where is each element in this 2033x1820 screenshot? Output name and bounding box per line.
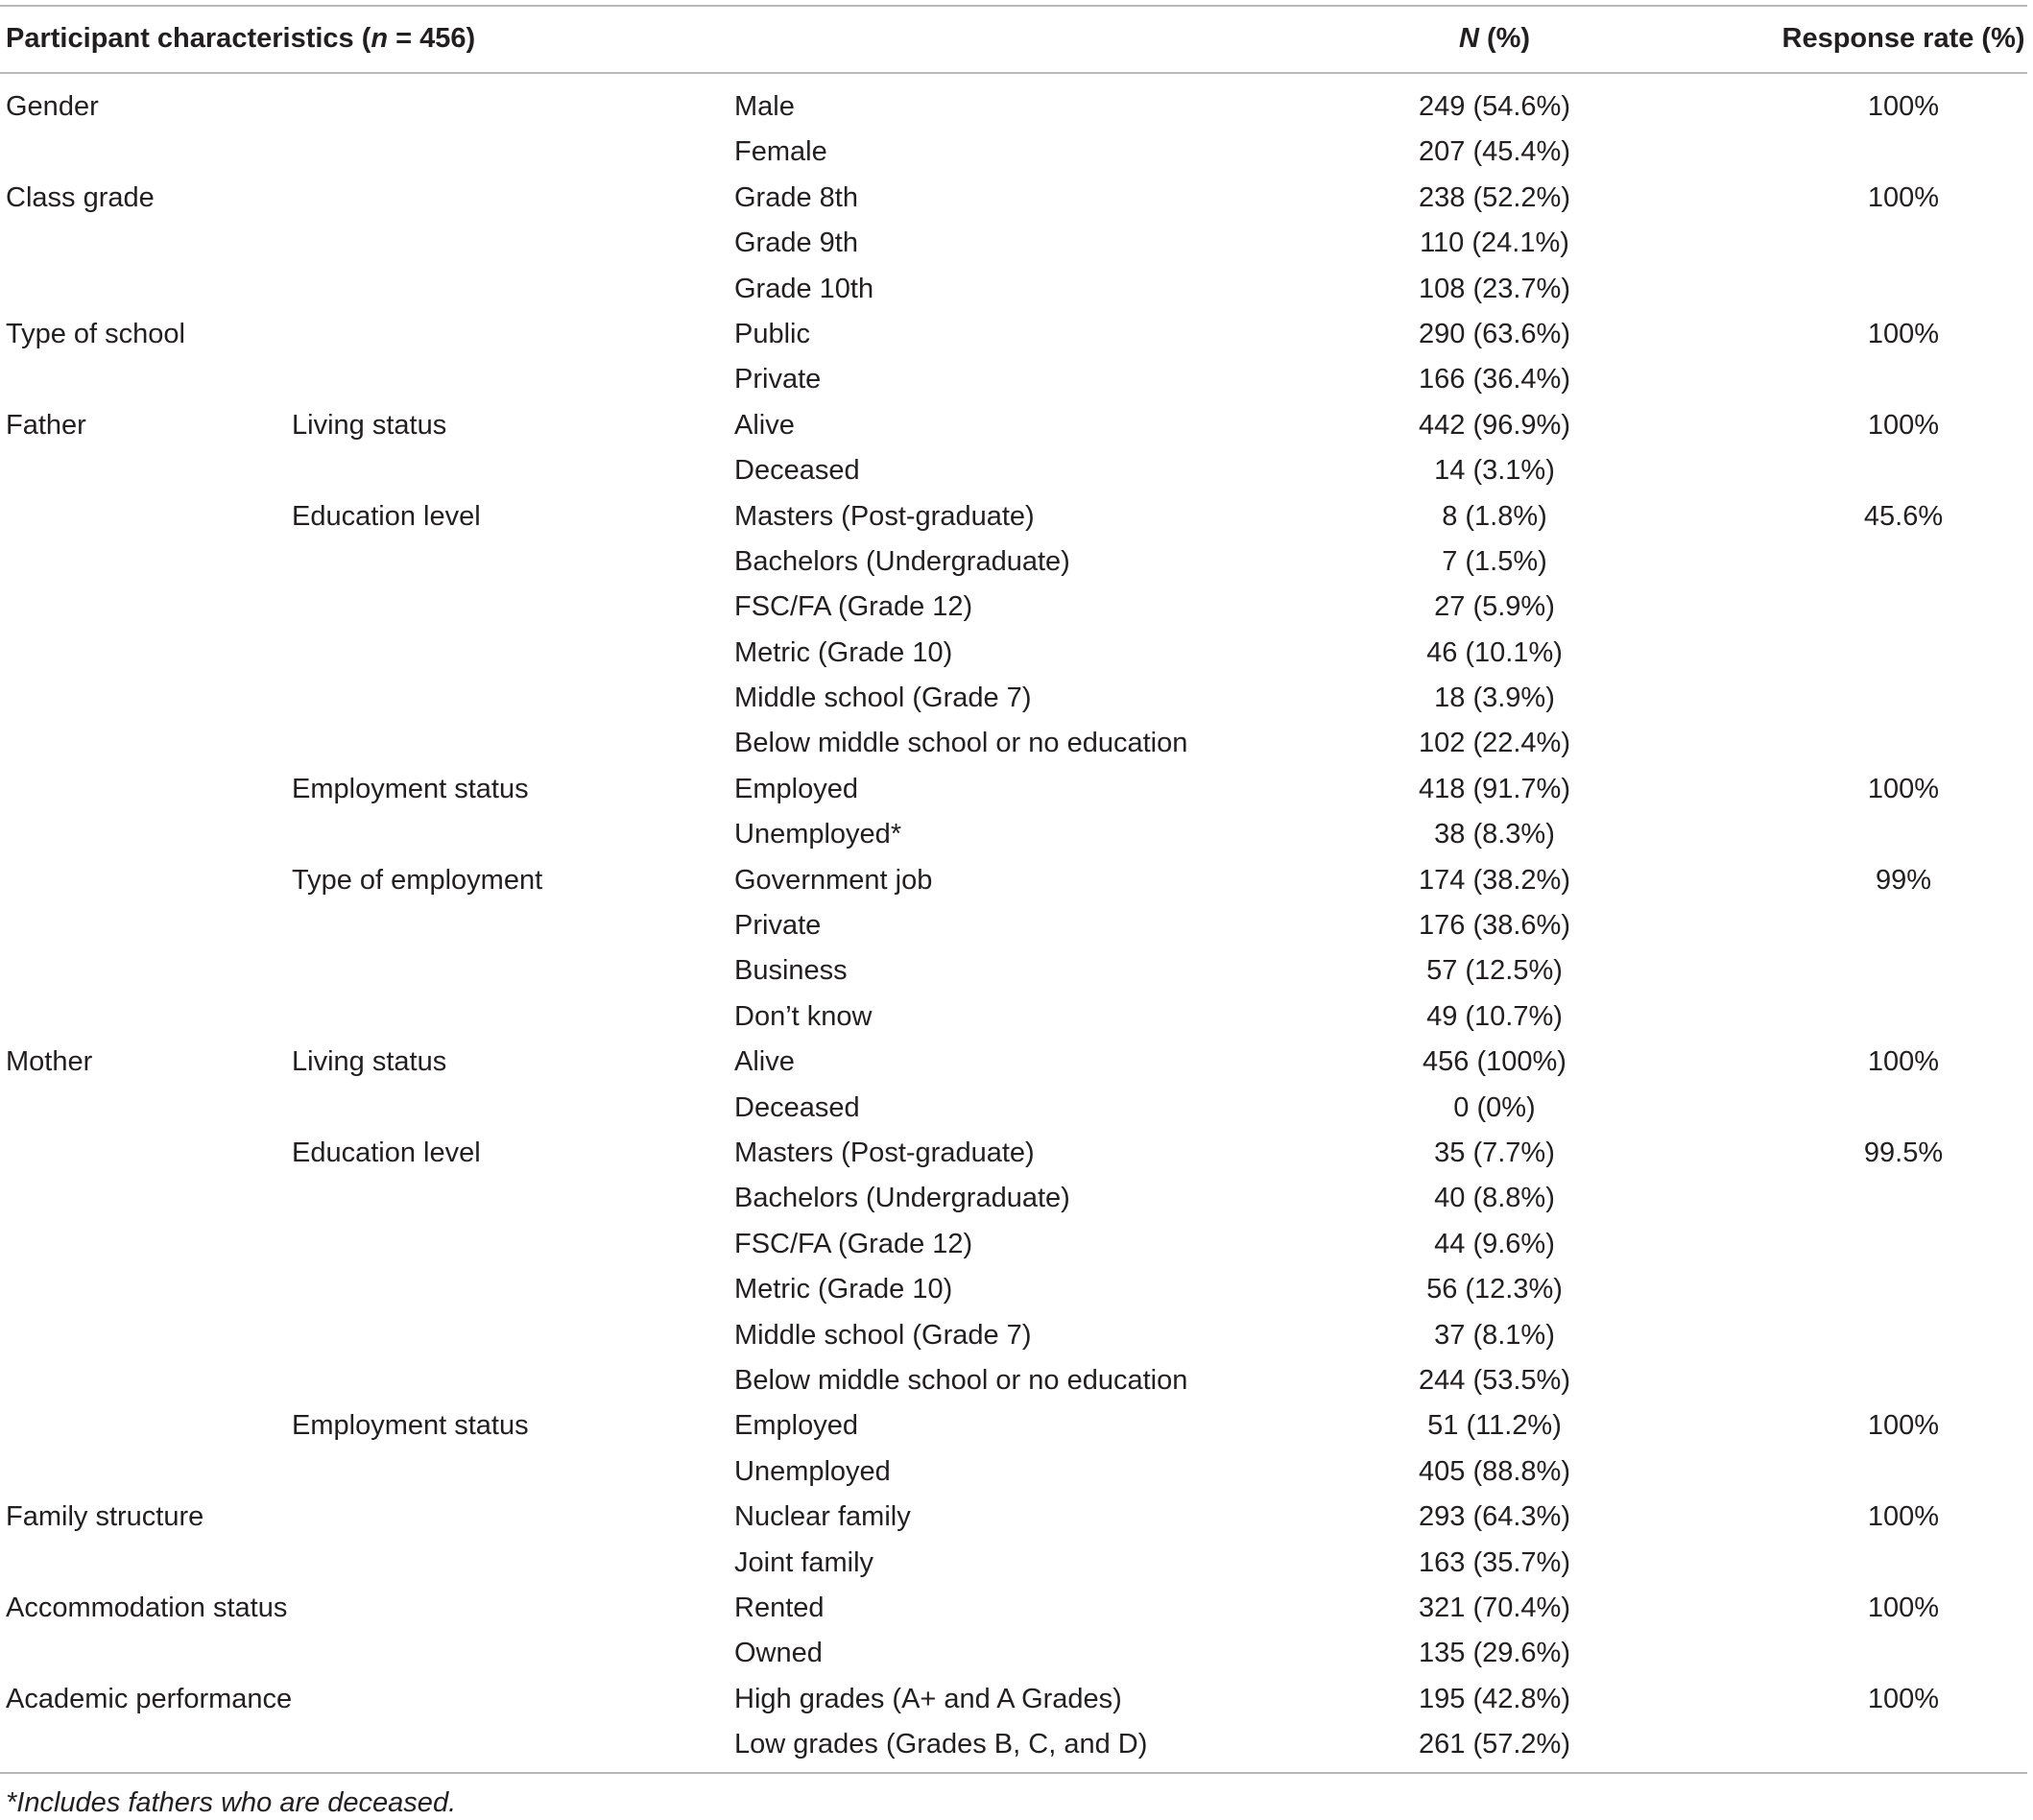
table-row — [0, 634, 2027, 679]
cell-count-percent: 51 (11.2%) — [1427, 1410, 1562, 1442]
cell-category: Public — [734, 318, 810, 349]
cell-category: Nuclear family — [734, 1501, 911, 1533]
table-row — [0, 1452, 2027, 1497]
cell-characteristic: Mother — [6, 1046, 93, 1078]
cell-response-rate: 100% — [1867, 1046, 1940, 1078]
cell-count-percent: 27 (5.9%) — [1434, 591, 1555, 623]
cell-subcategory: Education level — [292, 1137, 481, 1168]
cell-count-percent: 14 (3.1%) — [1434, 455, 1555, 487]
cell-count-percent: 44 (9.6%) — [1434, 1228, 1555, 1259]
cell-category: Bachelors (Undergraduate) — [734, 1183, 1070, 1214]
cell-count-percent: 102 (22.4%) — [1419, 728, 1570, 759]
cell-response-rate: 45.6% — [1863, 500, 1944, 532]
cell-category: FSC/FA (Grade 12) — [734, 591, 973, 623]
cell-count-percent: 176 (38.6%) — [1419, 910, 1570, 942]
table-row — [0, 179, 2027, 224]
cell-count-percent: 442 (96.9%) — [1419, 409, 1570, 441]
cell-characteristic: Class grade — [6, 181, 155, 213]
cell-category: Middle school (Grade 7) — [734, 682, 1032, 714]
table-row — [0, 951, 2027, 996]
cell-category: Alive — [734, 1046, 795, 1078]
cell-category: Owned — [734, 1638, 823, 1669]
table-row — [0, 451, 2027, 496]
cell-category: Private — [734, 910, 822, 942]
cell-count-percent: 321 (70.4%) — [1419, 1592, 1570, 1623]
cell-category: Deceased — [734, 1091, 860, 1123]
cell-response-rate: 100% — [1867, 318, 1940, 349]
cell-subcategory: Education level — [292, 500, 481, 532]
cell-category: Grade 10th — [734, 273, 874, 304]
cell-category: Employed — [734, 773, 858, 804]
table-row — [0, 1270, 2027, 1315]
cell-count-percent: 293 (64.3%) — [1419, 1501, 1570, 1533]
cell-count-percent: 418 (91.7%) — [1419, 773, 1570, 804]
table-row — [0, 1589, 2027, 1634]
cell-count-percent: 38 (8.3%) — [1434, 819, 1555, 850]
cell-count-percent: 49 (10.7%) — [1426, 1000, 1563, 1032]
cell-characteristic: Accommodation status — [6, 1592, 288, 1623]
cell-category: Government job — [734, 864, 933, 896]
table-row — [0, 1361, 2027, 1406]
cell-count-percent: 456 (100%) — [1423, 1046, 1567, 1078]
cell-category: Male — [734, 91, 795, 122]
table-body — [0, 87, 2027, 1770]
cell-count-percent: 166 (36.4%) — [1419, 364, 1570, 395]
cell-count-percent: 195 (42.8%) — [1419, 1683, 1570, 1714]
table-header-rule — [0, 72, 2027, 74]
table-row — [0, 587, 2027, 633]
cell-category: Private — [734, 364, 822, 395]
table-row — [0, 542, 2027, 587]
table-row — [0, 132, 2027, 178]
cell-response-rate: 100% — [1867, 773, 1940, 804]
table-row — [0, 87, 2027, 132]
table-bottom-rule — [0, 1772, 2027, 1774]
cell-count-percent: 37 (8.1%) — [1434, 1319, 1555, 1351]
table-row — [0, 1089, 2027, 1134]
cell-category: Deceased — [734, 455, 860, 487]
cell-count-percent: 110 (24.1%) — [1420, 228, 1569, 259]
cell-count-percent: 174 (38.2%) — [1419, 864, 1570, 896]
table-row — [0, 1406, 2027, 1451]
cell-category: Business — [734, 955, 848, 987]
cell-response-rate: 100% — [1867, 1683, 1940, 1714]
table-row — [0, 770, 2027, 815]
cell-category: Alive — [734, 409, 795, 441]
table-row — [0, 1544, 2027, 1589]
table-top-rule — [0, 5, 2027, 7]
table-row — [0, 906, 2027, 951]
cell-response-rate: 99% — [1875, 864, 1932, 896]
cell-count-percent: 238 (52.2%) — [1419, 181, 1570, 213]
cell-response-rate: 100% — [1867, 1410, 1940, 1442]
cell-response-rate: 100% — [1867, 409, 1940, 441]
cell-category: Joint family — [734, 1546, 874, 1578]
cell-category: Rented — [734, 1592, 825, 1623]
cell-count-percent: 290 (63.6%) — [1419, 318, 1570, 349]
table-row — [0, 1225, 2027, 1270]
table-row — [0, 1725, 2027, 1770]
cell-count-percent: 244 (53.5%) — [1419, 1364, 1570, 1396]
cell-count-percent: 108 (23.7%) — [1419, 273, 1570, 304]
table-row — [0, 1042, 2027, 1088]
table-row — [0, 724, 2027, 769]
cell-count-percent: 57 (12.5%) — [1426, 955, 1563, 987]
table-row — [0, 861, 2027, 906]
cell-subcategory: Employment status — [292, 1410, 529, 1442]
cell-category: Below middle school or no education — [734, 728, 1188, 759]
cell-count-percent: 8 (1.8%) — [1442, 500, 1547, 532]
table-row — [0, 1497, 2027, 1543]
table-row — [0, 679, 2027, 724]
cell-category: Grade 8th — [734, 181, 858, 213]
cell-count-percent: 261 (57.2%) — [1419, 1729, 1570, 1760]
table-row — [0, 1634, 2027, 1679]
cell-category: High grades (A+ and A Grades) — [734, 1683, 1122, 1714]
table-row — [0, 815, 2027, 860]
cell-category: Masters (Post-graduate) — [734, 1137, 1035, 1168]
cell-category: Bachelors (Undergraduate) — [734, 545, 1070, 577]
cell-subcategory: Employment status — [292, 773, 529, 804]
cell-response-rate: 100% — [1867, 1592, 1940, 1623]
cell-response-rate: 100% — [1867, 181, 1940, 213]
cell-subcategory: Type of employment — [292, 864, 543, 896]
header-participant-characteristics: Participant characteristics (n = 456) — [6, 23, 476, 54]
cell-count-percent: 135 (29.6%) — [1419, 1638, 1570, 1669]
cell-category: Unemployed* — [734, 819, 902, 850]
table-row — [0, 1179, 2027, 1224]
cell-subcategory: Living status — [292, 1046, 447, 1078]
cell-response-rate: 99.5% — [1863, 1137, 1944, 1168]
cell-category: Below middle school or no education — [734, 1364, 1188, 1396]
cell-count-percent: 35 (7.7%) — [1434, 1137, 1555, 1168]
table-row — [0, 315, 2027, 360]
cell-count-percent: 405 (88.8%) — [1419, 1455, 1570, 1487]
cell-category: Middle school (Grade 7) — [734, 1319, 1032, 1351]
table-row — [0, 1134, 2027, 1179]
cell-count-percent: 18 (3.9%) — [1434, 682, 1555, 714]
cell-count-percent: 207 (45.4%) — [1419, 136, 1570, 168]
table-row — [0, 224, 2027, 269]
cell-response-rate: 100% — [1867, 91, 1940, 122]
cell-count-percent: 46 (10.1%) — [1426, 636, 1563, 668]
cell-category: Masters (Post-graduate) — [734, 500, 1035, 532]
cell-category: Low grades (Grades B, C, and D) — [734, 1729, 1148, 1760]
table-row — [0, 497, 2027, 542]
table-row — [0, 406, 2027, 451]
cell-category: Female — [734, 136, 827, 168]
cell-category: Grade 9th — [734, 228, 858, 259]
cell-category: Unemployed — [734, 1455, 891, 1487]
table-row — [0, 360, 2027, 405]
cell-count-percent: 40 (8.8%) — [1434, 1183, 1555, 1214]
cell-category: Don’t know — [734, 1000, 873, 1032]
cell-characteristic: Type of school — [6, 318, 185, 349]
cell-category: Metric (Grade 10) — [734, 636, 953, 668]
table-row — [0, 270, 2027, 315]
cell-count-percent: 249 (54.6%) — [1419, 91, 1570, 122]
cell-count-percent: 56 (12.3%) — [1426, 1274, 1563, 1305]
cell-count-percent: 0 (0%) — [1453, 1091, 1536, 1123]
table-footnote: *Includes fathers who are deceased. — [6, 1787, 457, 1818]
cell-characteristic: Father — [6, 409, 86, 441]
table-row — [0, 1680, 2027, 1725]
cell-category: FSC/FA (Grade 12) — [734, 1228, 973, 1259]
table-row — [0, 1316, 2027, 1361]
cell-characteristic: Gender — [6, 91, 99, 122]
cell-category: Metric (Grade 10) — [734, 1274, 953, 1305]
table-row — [0, 997, 2027, 1042]
cell-subcategory: Living status — [292, 409, 447, 441]
cell-count-percent: 7 (1.5%) — [1442, 545, 1547, 577]
cell-characteristic: Academic performance — [6, 1683, 293, 1714]
cell-response-rate: 100% — [1867, 1501, 1940, 1533]
cell-category: Employed — [734, 1410, 858, 1442]
cell-characteristic: Family structure — [6, 1501, 204, 1533]
cell-count-percent: 163 (35.7%) — [1419, 1546, 1570, 1578]
